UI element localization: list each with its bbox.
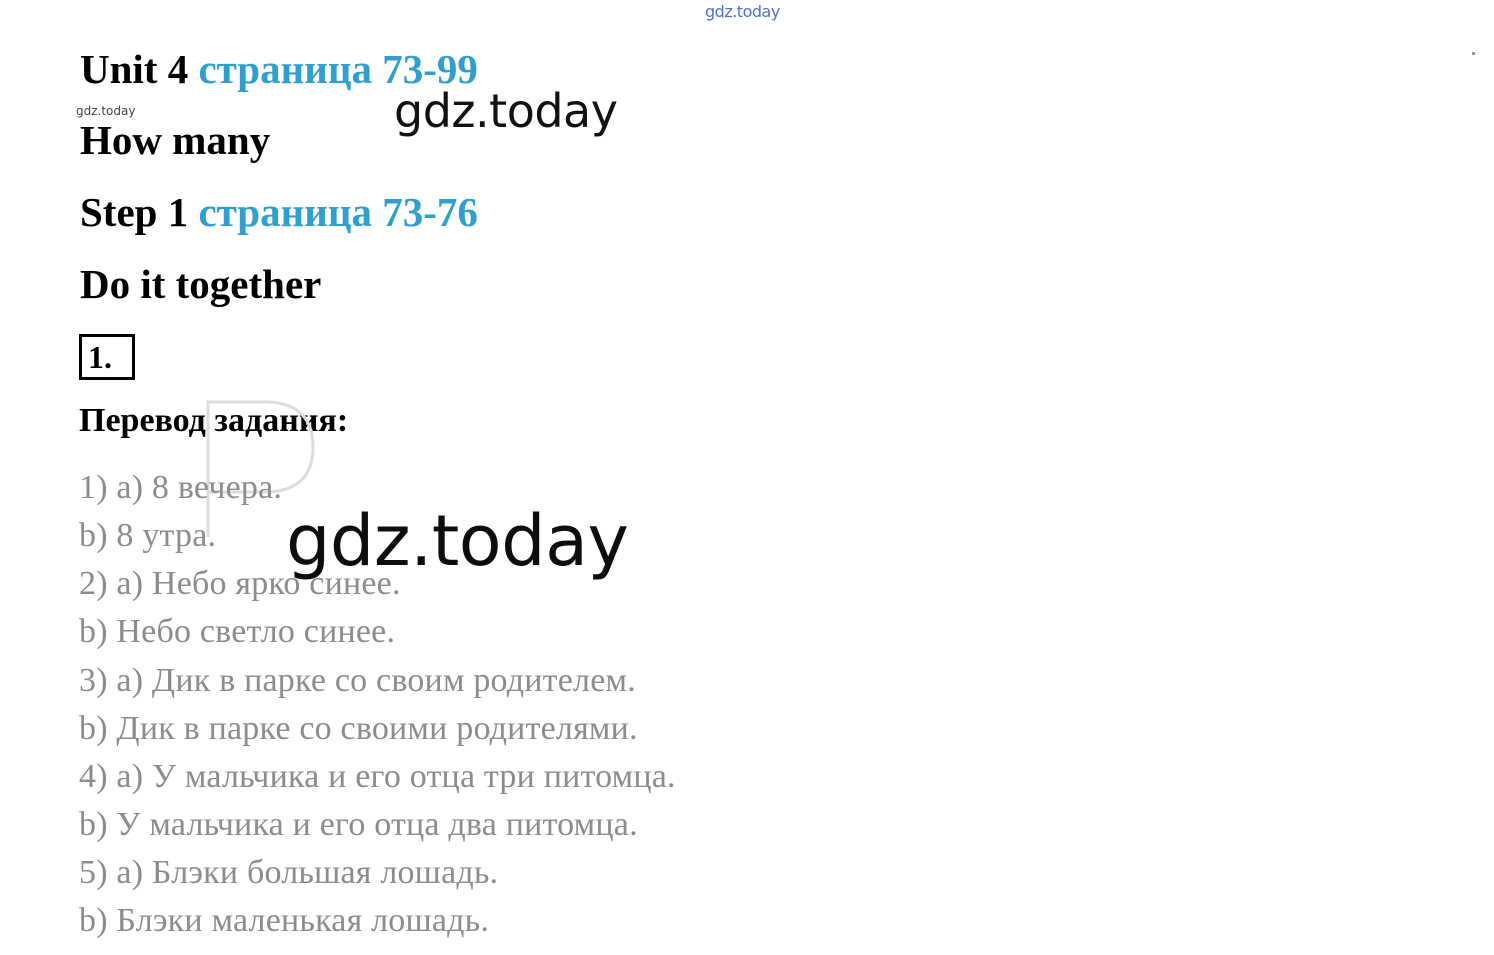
lesson-title: How many xyxy=(80,117,271,163)
step-label: Step 1 xyxy=(80,189,199,235)
step-heading xyxy=(80,189,478,235)
watermark-small: gdz.today xyxy=(76,104,136,118)
answer-line-9: 5) a) Блэки большая лошадь. xyxy=(79,854,499,891)
translation-heading: Перевод задания: xyxy=(79,402,349,439)
unit-pages: страница 73-99 xyxy=(198,46,478,92)
unit-label: Unit 4 xyxy=(80,46,199,92)
watermark-top: gdz.today xyxy=(705,2,780,21)
answer-line-6: b) Дик в парке со своими родителями. xyxy=(79,710,638,747)
task-number: 1. xyxy=(88,339,112,375)
section-heading: Do it together xyxy=(80,261,322,307)
corner-dot xyxy=(1472,52,1475,55)
answer-line-10: b) Блэки маленькая лошадь. xyxy=(79,902,490,939)
watermark-mid: gdz.today xyxy=(394,84,618,138)
watermark-big: gdz.today xyxy=(286,500,629,582)
step-pages: страница 73-76 xyxy=(198,189,478,235)
answer-line-8: b) У мальчика и его отца два питомца. xyxy=(79,806,638,843)
answer-line-4: b) Небо светло синее. xyxy=(79,613,396,650)
answer-line-3: 2) a) Небо ярко синее. xyxy=(79,565,401,602)
answer-line-7: 4) a) У мальчика и его отца три питомца. xyxy=(79,758,676,795)
answer-line-2: b) 8 утра. xyxy=(79,517,217,554)
answer-line-5: 3) a) Дик в парке со своим родителем. xyxy=(79,662,636,699)
task-number-box xyxy=(79,334,135,380)
answer-line-1: 1) a) 8 вечера. xyxy=(79,469,283,506)
